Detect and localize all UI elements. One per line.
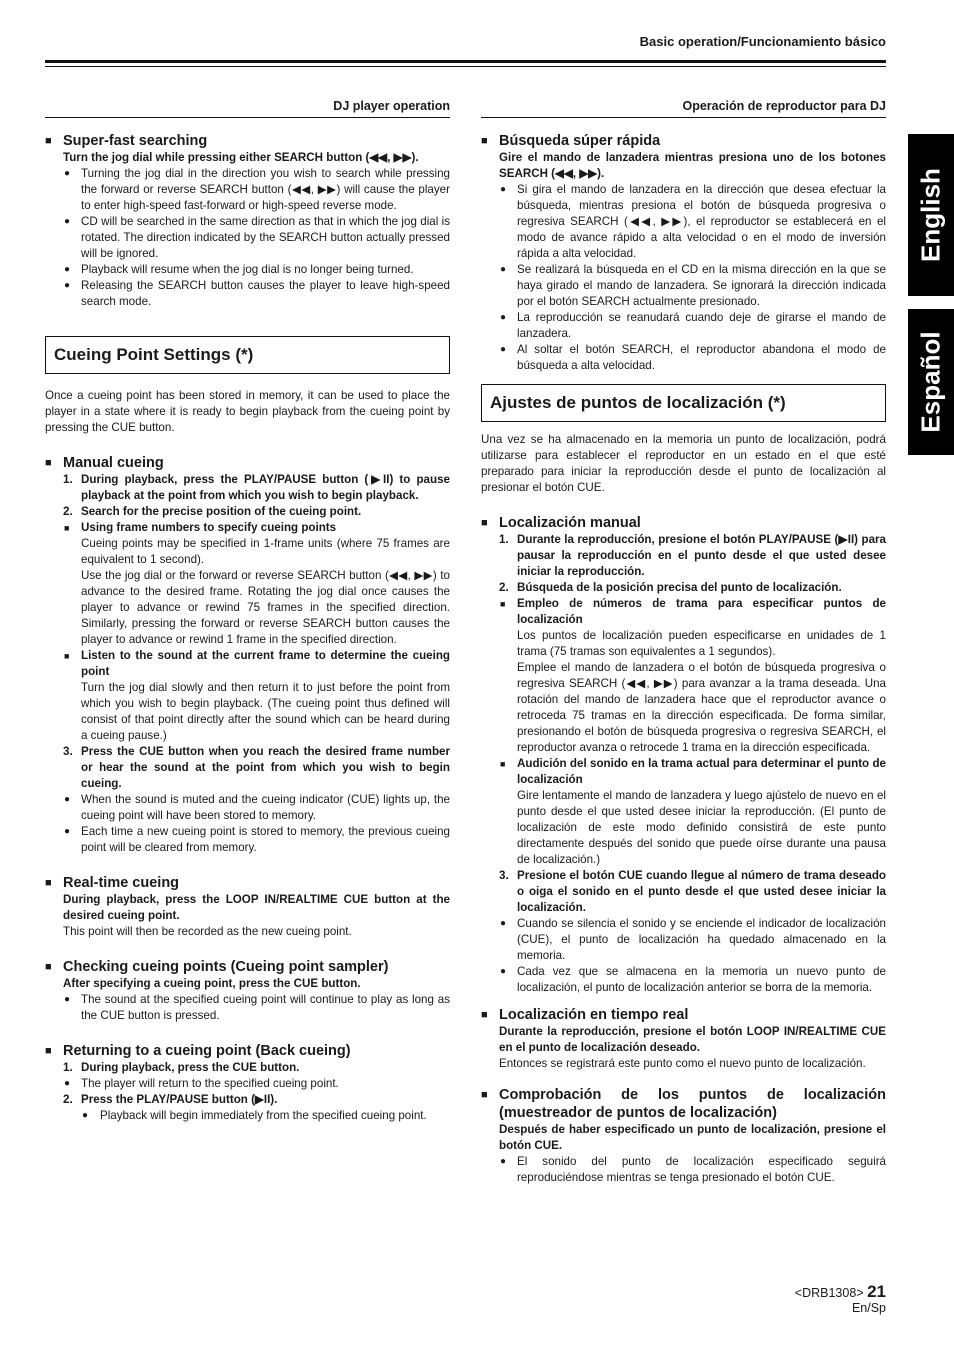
section-title: ■ Checking cueing points (Cueing point sampler) bbox=[45, 959, 389, 975]
sub-heading: ■ Empleo de números de trama para especificar puntos de localización bbox=[481, 596, 886, 628]
section-busqueda-super-rapida bbox=[481, 132, 886, 374]
bullet-item: ● La reproducción se reanudará cuando deje de girarse el mando de lanzadera. bbox=[481, 310, 886, 342]
section-title: ■ Localización manual bbox=[481, 515, 641, 531]
page-footer bbox=[795, 1284, 886, 1316]
section-title: ■ Real-time cueing bbox=[45, 875, 180, 891]
page-number: 21 bbox=[867, 1282, 886, 1301]
bullet-item: ● CD will be searched in the same direction as that in which the jog dial is rotated. The direction indicated by the SEARCH button actually pressed will be ignored. bbox=[45, 214, 450, 262]
sub-heading: ■ Listen to the sound at the current frame to determine the cueing point bbox=[45, 648, 450, 680]
bullet-item: ● Al soltar el botón SEARCH, el reproductor abandona el modo de búsqueda a alta velocidad. bbox=[481, 342, 886, 374]
instruction: Después de haber especificado un punto de localización, presione el botón CUE. bbox=[499, 1123, 886, 1152]
tab-espanol-label: Español bbox=[915, 331, 946, 433]
bullet-item: ● Playback will resume when the jog dial is no longer being turned. bbox=[45, 262, 450, 278]
document-code: <DRB1308> bbox=[794, 1286, 864, 1300]
section-title: ■ Búsqueda súper rápida bbox=[481, 133, 661, 149]
tab-english[interactable] bbox=[908, 134, 954, 296]
bullet-item: ● Each time a new cueing point is stored to memory, the previous cueing point will be cleared from memory. bbox=[45, 824, 450, 856]
paragraph: Los puntos de localización pueden especificarse en unidades de 1 trama (75 tramas son equivalentes a 1 segundos). bbox=[517, 629, 886, 658]
instruction: Durante la reproducción, presione el botón LOOP IN/REALTIME CUE en el punto de localización deseado. bbox=[499, 1025, 886, 1054]
intro-paragraph: Once a cueing point has been stored in memory, it can be used to place the player in a state where it is ready to begin playback from the cueing point by pressing the CUE button. bbox=[45, 389, 450, 434]
paragraph: This point will then be recorded as the new cueing point. bbox=[63, 925, 352, 938]
column-heading: Operación de reproductor para DJ bbox=[481, 98, 886, 118]
bullet-item: ● Turning the jog dial in the direction you wish to search while pressing the forward or reverse SEARCH button (◀◀, ▶▶) will cause the player to enter high-speed fast-forward or high-speed reverse mode. bbox=[45, 166, 450, 214]
bullet-item: ● Si gira el mando de lanzadera en la dirección que desea efectuar la búsqueda, mientras presiona el botón de búsqueda progresiva o regresiva SEARCH (◀◀, ▶▶), el reproductor se establecerá en el modo de avance rápido a alta velocidad o en el modo de inversión rápida a alta velocidad. bbox=[481, 182, 886, 262]
step-1: 1. During playback, press the PLAY/PAUSE button (▶II) to pause playback at the point from which you wish to begin playback. bbox=[63, 473, 450, 502]
bullet-item: ● El sonido del punto de localización especificado seguirá reproduciéndose mientras se tenga presionado el botón CUE. bbox=[481, 1154, 886, 1186]
instruction: Gire el mando de lanzadera mientras presiona uno de los botones SEARCH (◀◀, ▶▶). bbox=[499, 151, 886, 180]
section-real-time-cueing bbox=[45, 874, 450, 940]
bullet-item: ● Playback will begin immediately from the specified cueing point. bbox=[45, 1108, 450, 1124]
step-2: 2. Búsqueda de la posición precisa del punto de localización. bbox=[499, 581, 842, 594]
instruction: Turn the jog dial while pressing either SEARCH button (◀◀, ▶▶). bbox=[63, 151, 419, 164]
bullet-item: ● Se realizará la búsqueda en el CD en la misma dirección en la que se haya girado el mando de lanzadera. Se ignorará la dirección indicada por el botón SEARCH actualmente presionado. bbox=[481, 262, 886, 310]
paragraph: Cueing points may be specified in 1-frame units (where 75 frames are equivalent to 1 second). bbox=[81, 537, 450, 566]
section-title: ■ Super-fast searching bbox=[45, 133, 208, 149]
bullet-item: ● The sound at the specified cueing point will continue to play as long as the CUE button is pressed. bbox=[45, 992, 450, 1024]
section-box-title: Ajustes de puntos de localización (*) bbox=[481, 384, 886, 422]
section-title: ■ Returning to a cueing point (Back cueing) bbox=[45, 1043, 351, 1059]
instruction: After specifying a cueing point, press the CUE button. bbox=[63, 977, 361, 990]
section-manual-cueing bbox=[45, 454, 450, 856]
bullet-item: ● Cuando se silencia el sonido y se enciende el indicador de localización (CUE), el punto de localización ha quedado almacenado en la memoria. bbox=[481, 916, 886, 964]
section-comprobacion bbox=[481, 1086, 886, 1186]
step-3: 3. Presione el botón CUE cuando llegue al número de trama deseado o oiga el sonido en el punto desde el que usted desee iniciar la localización. bbox=[499, 869, 886, 914]
header-rule-thin bbox=[45, 66, 886, 67]
section-localizacion-manual bbox=[481, 514, 886, 996]
bullet-item: ● Releasing the SEARCH button causes the player to leave high-speed search mode. bbox=[45, 278, 450, 310]
paragraph: Turn the jog dial slowly and then return it to just before the point from which you wish to begin playback. (The cueing point thus defined will consist of that point directly after the sound which can be heard during a cueing pause.) bbox=[81, 681, 450, 742]
step-1: 1. During playback, press the CUE button. bbox=[63, 1061, 300, 1074]
language-code: En/Sp bbox=[851, 1301, 886, 1315]
sub-heading: ■ Audición del sonido en la trama actual para determinar el punto de localización bbox=[481, 756, 886, 788]
column-heading: DJ player operation bbox=[45, 98, 450, 118]
right-column bbox=[481, 98, 886, 1186]
left-column bbox=[45, 98, 450, 1124]
tab-english-label: English bbox=[915, 168, 946, 262]
section-title: ■ Manual cueing bbox=[45, 455, 164, 471]
section-title: ■ Localización en tiempo real bbox=[481, 1007, 689, 1023]
bullet-item: ● Cada vez que se almacena en la memoria un nuevo punto de localización, el punto de localización anterior se borra de la memoria. bbox=[481, 964, 886, 996]
sub-heading: ■ Using frame numbers to specify cueing points bbox=[45, 520, 450, 536]
intro-paragraph: Una vez se ha almacenado en la memoria un punto de localización, podrá utilizarse para establecer el reproductor en un estado en el que esté preparado para iniciar la reproducción desde el punto de localización al presionar el botón CUE. bbox=[481, 433, 886, 494]
running-header: Basic operation/Funcionamiento básico bbox=[639, 34, 886, 49]
header-rule-thick bbox=[45, 60, 886, 63]
section-box-title: Cueing Point Settings (*) bbox=[45, 336, 450, 374]
paragraph: Use the jog dial or the forward or reverse SEARCH button (◀◀, ▶▶) to advance to the desired frame. Rotating the jog dial once causes the player to advance or rewind 75 frames in the specified direction. Similarly, pressing the forward or reverse SEARCH button causes the player to advance or rewind 1 frame in the specified direction. bbox=[81, 569, 450, 646]
section-super-fast-searching bbox=[45, 132, 450, 310]
section-title: ■ Comprobación de los puntos de localización (muestreador de puntos de localización) bbox=[481, 1087, 886, 1121]
paragraph: Emplee el mando de lanzadera o el botón de búsqueda progresiva o regresiva SEARCH (◀◀, ▶▶) para avanzar a la trama deseada. Una rotación del mando de lanzadera hace que el reproductor avance o retroceda 75 tramas en la dirección especificada. De forma similar, presionando el botón de búsqueda progresiva o regresiva SEARCH, el reproductor avanza o retrocede 1 trama en la dirección especificada. bbox=[517, 661, 886, 754]
paragraph: Gire lentamente el mando de lanzadera y luego ajústelo de nuevo en el punto desde el que usted desee iniciar la reproducción. (El punto de localización de este modo definido consistirá de este punto directamente después del sonido que puede oírse durante una pausa de localización.) bbox=[517, 789, 886, 866]
section-back-cueing bbox=[45, 1042, 450, 1124]
tab-espanol[interactable] bbox=[908, 309, 954, 455]
step-2: 2. Press the PLAY/PAUSE button (▶II). bbox=[63, 1093, 278, 1106]
step-1: 1. Durante la reproducción, presione el botón PLAY/PAUSE (▶II) para pausar la reproducción en el punto desde el que usted desee iniciar la reproducción. bbox=[499, 533, 887, 578]
section-localizacion-tiempo-real bbox=[481, 1006, 886, 1072]
section-checking-cueing-points bbox=[45, 958, 450, 1024]
instruction: During playback, press the LOOP IN/REALTIME CUE button at the desired cueing point. bbox=[63, 893, 450, 922]
step-2: 2. Search for the precise position of the cueing point. bbox=[63, 505, 362, 518]
paragraph: Entonces se registrará este punto como el nuevo punto de localización. bbox=[499, 1057, 866, 1070]
bullet-item: ● The player will return to the specified cueing point. bbox=[45, 1076, 450, 1092]
bullet-item: ● When the sound is muted and the cueing indicator (CUE) lights up, the cueing point will have been stored to memory. bbox=[45, 792, 450, 824]
step-3: 3. Press the CUE button when you reach the desired frame number or hear the sound at the point from which you wish to begin cueing. bbox=[63, 745, 450, 790]
